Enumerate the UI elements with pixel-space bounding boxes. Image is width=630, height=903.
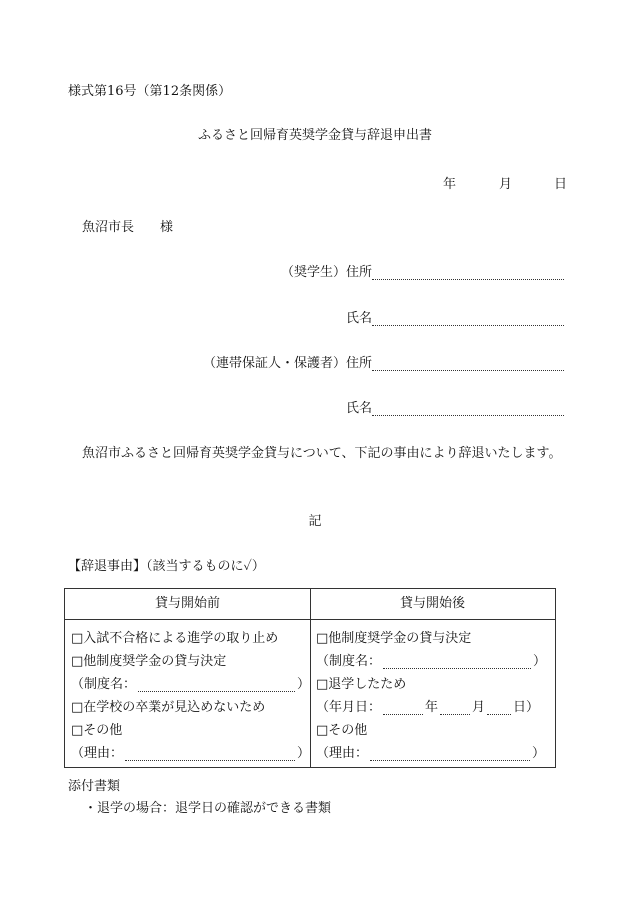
before-system-name-row [71, 673, 310, 696]
guarantor-address-label: （連帯保証人・保護者）住所 [202, 356, 372, 371]
addressee-honorific: 様 [160, 220, 174, 235]
reason-heading: 【辞退事由】（該当するものに✓） [68, 559, 265, 574]
student-address-field[interactable] [281, 260, 564, 280]
attachments-heading: 添付書類 [68, 779, 121, 794]
before-header: 貸与開始前 [65, 589, 310, 620]
after-checkbox-other-scholarship[interactable]: □他制度奨学金の貸与決定 [316, 631, 472, 646]
before-checkbox-other-scholarship[interactable]: □他制度奨学金の貸与決定 [71, 654, 227, 669]
student-address-line[interactable] [372, 265, 564, 280]
before-system-name-line[interactable] [138, 677, 295, 692]
after-reason-label: （理由： [316, 746, 369, 761]
guarantor-address-line[interactable] [372, 356, 564, 371]
after-date-month-line[interactable] [440, 700, 470, 715]
addressee-name: 魚沼市長 [82, 220, 135, 235]
attachment-item: ・退学の場合：退学日の確認ができる書類 [84, 801, 332, 816]
reason-table [64, 588, 556, 768]
before-checkbox-exam-fail[interactable]: □入試不合格による進学の取り止め [71, 631, 279, 646]
after-date-row [316, 696, 555, 719]
before-checkbox-other[interactable]: □その他 [71, 723, 123, 738]
after-system-name-label: （制度名： [316, 654, 382, 669]
document-title: ふるさと回帰育英奨学金貸与辞退申出書 [197, 128, 432, 143]
after-system-name-line[interactable] [383, 654, 531, 669]
after-reason-close: ） [532, 746, 546, 761]
before-column [65, 589, 311, 767]
before-checkbox-no-graduation[interactable]: □在学校の卒業が見込めないため [71, 700, 266, 715]
after-reason-line[interactable] [370, 746, 530, 761]
date-day: 日 [554, 177, 568, 192]
after-column [310, 589, 555, 767]
after-reason-row [316, 742, 555, 765]
after-date-day: 日） [513, 700, 540, 715]
form-number: 様式第16号（第12条関係） [68, 84, 232, 99]
student-address-label: （奨学生）住所 [280, 265, 372, 280]
ki-heading: 記 [308, 514, 322, 529]
before-reason-line[interactable] [125, 746, 295, 761]
date-row [0, 173, 630, 191]
statement-text: 魚沼市ふるさと回帰育英奨学金貸与について、下記の事由により辞退いたします。 [82, 446, 562, 461]
student-name-line[interactable] [372, 311, 564, 326]
date-year: 年 [443, 177, 457, 192]
after-date-day-line[interactable] [487, 700, 511, 715]
guarantor-name-line[interactable] [372, 401, 564, 416]
student-name-field[interactable] [346, 306, 564, 326]
addressee [82, 216, 173, 235]
guarantor-name-field[interactable] [346, 396, 564, 416]
student-name-label: 氏名 [345, 311, 372, 326]
after-date-month: 月 [472, 700, 486, 715]
after-system-name-row [316, 650, 555, 673]
guarantor-address-field[interactable] [203, 351, 564, 371]
after-checkbox-withdrawal[interactable]: □退学したため [316, 677, 407, 692]
after-header: 貸与開始後 [310, 589, 555, 620]
before-system-name-label: （制度名： [71, 677, 137, 692]
after-date-label: （年月日： [316, 700, 382, 715]
after-date-year: 年 [425, 700, 439, 715]
after-checkbox-other[interactable]: □その他 [316, 723, 368, 738]
after-system-name-close: ） [533, 654, 547, 669]
before-reason-label: （理由： [71, 746, 124, 761]
guarantor-name-label: 氏名 [345, 401, 372, 416]
before-system-name-close: ） [296, 677, 310, 692]
before-reason-row [71, 742, 310, 765]
date-month: 月 [499, 177, 513, 192]
before-reason-close: ） [296, 746, 310, 761]
after-date-year-line[interactable] [383, 700, 423, 715]
